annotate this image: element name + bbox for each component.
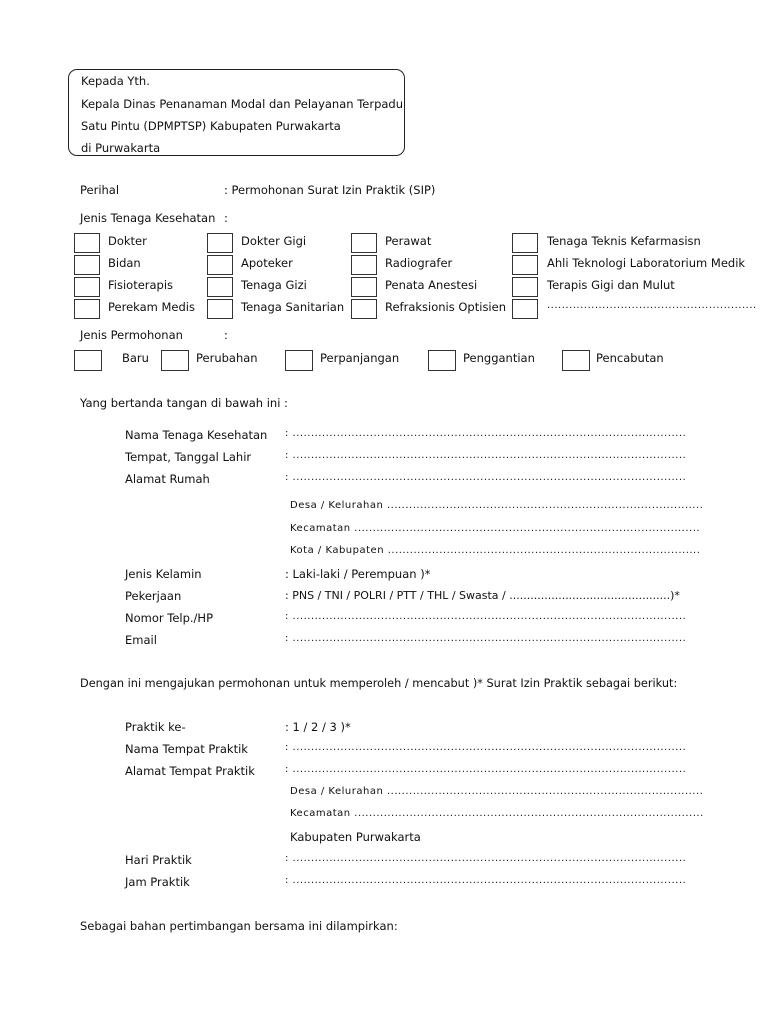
checkbox-tenaga-sanitarian[interactable]	[207, 299, 233, 319]
option-fisioterapis: Fisioterapis	[108, 278, 174, 292]
checkbox-fisioterapis[interactable]	[74, 277, 100, 297]
jenis-permohonan-colon: :	[224, 328, 228, 342]
kecamatan-field[interactable]: Kecamatan ..............................................................................................	[290, 523, 701, 534]
jenis-tenaga-label: Jenis Tenaga Kesehatan	[80, 211, 216, 225]
pekerjaan-field[interactable]: : PNS / TNI / POLRI / PTT / THL / Swasta / ..............................................)*	[285, 589, 680, 602]
email-field[interactable]: : ...........................................................................................................	[285, 633, 687, 644]
nama-tempat-praktik-label: Nama Tempat Praktik	[125, 742, 248, 756]
option-bidan: Bidan	[108, 256, 141, 270]
hari-praktik-label: Hari Praktik	[125, 853, 192, 867]
checkbox-penggantian[interactable]	[428, 350, 456, 371]
checkbox-tenaga-gizi[interactable]	[207, 277, 233, 297]
jenis-tenaga-colon: :	[224, 211, 228, 225]
option-dokter-gigi: Dokter Gigi	[241, 234, 307, 248]
checkbox-dokter-gigi[interactable]	[207, 233, 233, 253]
jam-praktik-label: Jam Praktik	[125, 875, 190, 889]
option-pencabutan: Pencabutan	[596, 351, 664, 365]
praktik-kabupaten: Kabupaten Purwakarta	[290, 830, 421, 844]
nama-label: Nama Tenaga Kesehatan	[125, 428, 268, 442]
option-perpanjangan: Perpanjangan	[320, 351, 400, 365]
perihal-label: Perihal	[80, 183, 120, 197]
option-tenaga-gizi: Tenaga Gizi	[241, 278, 307, 292]
checkbox-pencabutan[interactable]	[562, 350, 590, 371]
desa-field[interactable]: Desa / Kelurahan ......................................................................................	[290, 500, 704, 511]
praktik-ke-field[interactable]: : 1 / 2 / 3 )*	[285, 720, 351, 734]
checkbox-apoteker[interactable]	[207, 255, 233, 275]
nama-field[interactable]: : ...........................................................................................................	[285, 428, 687, 439]
jam-praktik-field[interactable]: : ...........................................................................................................	[285, 875, 687, 886]
praktik-desa-field[interactable]: Desa / Kelurahan ......................................................................................	[290, 786, 704, 797]
kota-field[interactable]: Kota / Kabupaten .....................................................................................	[290, 545, 701, 556]
telp-field[interactable]: : ...........................................................................................................	[285, 611, 687, 622]
recipient-box	[68, 69, 405, 156]
recipient-greeting: Kepada Yth.	[81, 74, 150, 88]
option-dokter: Dokter	[108, 234, 147, 248]
option-refraksionis-optisien: Refraksionis Optisien	[385, 300, 506, 314]
alamat-tempat-praktik-field[interactable]: : ...........................................................................................................	[285, 764, 687, 775]
checkbox-perpanjangan[interactable]	[285, 350, 313, 371]
option-ahli-teknologi-lab: Ahli Teknologi Laboratorium Medik	[547, 256, 746, 270]
alamat-rumah-label: Alamat Rumah	[125, 472, 210, 486]
checkbox-perekam-medis[interactable]	[74, 299, 100, 319]
checkbox-baru[interactable]	[74, 350, 102, 371]
perihal-value: : Permohonan Surat Izin Praktik (SIP)	[224, 183, 436, 197]
attachments-intro: Sebagai bahan pertimbangan bersama ini dilampirkan:	[80, 919, 398, 933]
checkbox-bidan[interactable]	[74, 255, 100, 275]
option-other-blank: .........................................................	[547, 300, 757, 311]
praktik-ke-label: Praktik ke-	[125, 720, 186, 734]
recipient-city: di Purwakarta	[81, 141, 161, 155]
jenis-kelamin-field[interactable]: : Laki-laki / Perempuan )*	[285, 567, 431, 581]
email-label: Email	[125, 633, 157, 647]
checkbox-perubahan[interactable]	[161, 350, 189, 371]
option-penggantian: Penggantian	[463, 351, 535, 365]
recipient-title: Kepala Dinas Penanaman Modal dan Pelayanan Terpadu	[81, 97, 404, 111]
option-penata-anestesi: Penata Anestesi	[385, 278, 478, 292]
checkbox-penata-anestesi[interactable]	[351, 277, 377, 297]
checkbox-ahli-teknologi-lab[interactable]	[512, 255, 538, 275]
intro-text: Yang bertanda tangan di bawah ini :	[80, 396, 288, 410]
option-perubahan: Perubahan	[196, 351, 258, 365]
ttl-label: Tempat, Tanggal Lahir	[125, 450, 252, 464]
alamat-tempat-praktik-label: Alamat Tempat Praktik	[125, 764, 255, 778]
option-tenaga-teknis-kefarmasian: Tenaga Teknis Kefarmasisn	[547, 234, 701, 248]
recipient-office: Satu Pintu (DPMPTSP) Kabupaten Purwakarta	[81, 119, 341, 133]
nama-tempat-praktik-field[interactable]: : ...........................................................................................................	[285, 742, 687, 753]
option-perawat: Perawat	[385, 234, 432, 248]
option-terapis-gigi: Terapis Gigi dan Mulut	[547, 278, 675, 292]
checkbox-radiografer[interactable]	[351, 255, 377, 275]
praktik-kecamatan-field[interactable]: Kecamatan ...............................................................................................	[290, 808, 704, 819]
jenis-kelamin-label: Jenis Kelamin	[125, 567, 202, 581]
checkbox-tenaga-teknis-kefarmasian[interactable]	[512, 233, 538, 253]
checkbox-refraksionis-optisien[interactable]	[351, 299, 377, 319]
pekerjaan-label: Pekerjaan	[125, 589, 182, 603]
jenis-permohonan-label: Jenis Permohonan	[80, 328, 183, 342]
checkbox-perawat[interactable]	[351, 233, 377, 253]
checkbox-other[interactable]	[512, 299, 538, 319]
alamat-rumah-field[interactable]: : ...........................................................................................................	[285, 472, 687, 483]
option-perekam-medis: Perekam Medis	[108, 300, 195, 314]
option-radiografer: Radiografer	[385, 256, 453, 270]
ttl-field[interactable]: : ...........................................................................................................	[285, 450, 687, 461]
checkbox-dokter[interactable]	[74, 233, 100, 253]
checkbox-terapis-gigi[interactable]	[512, 277, 538, 297]
option-apoteker: Apoteker	[241, 256, 293, 270]
telp-label: Nomor Telp./HP	[125, 611, 214, 625]
statement-text: Dengan ini mengajukan permohonan untuk memperoleh / mencabut )* Surat Izin Praktik sebagai berikut:	[80, 677, 678, 690]
option-tenaga-sanitarian: Tenaga Sanitarian	[241, 300, 345, 314]
hari-praktik-field[interactable]: : ...........................................................................................................	[285, 853, 687, 864]
option-baru: Baru	[122, 351, 149, 365]
